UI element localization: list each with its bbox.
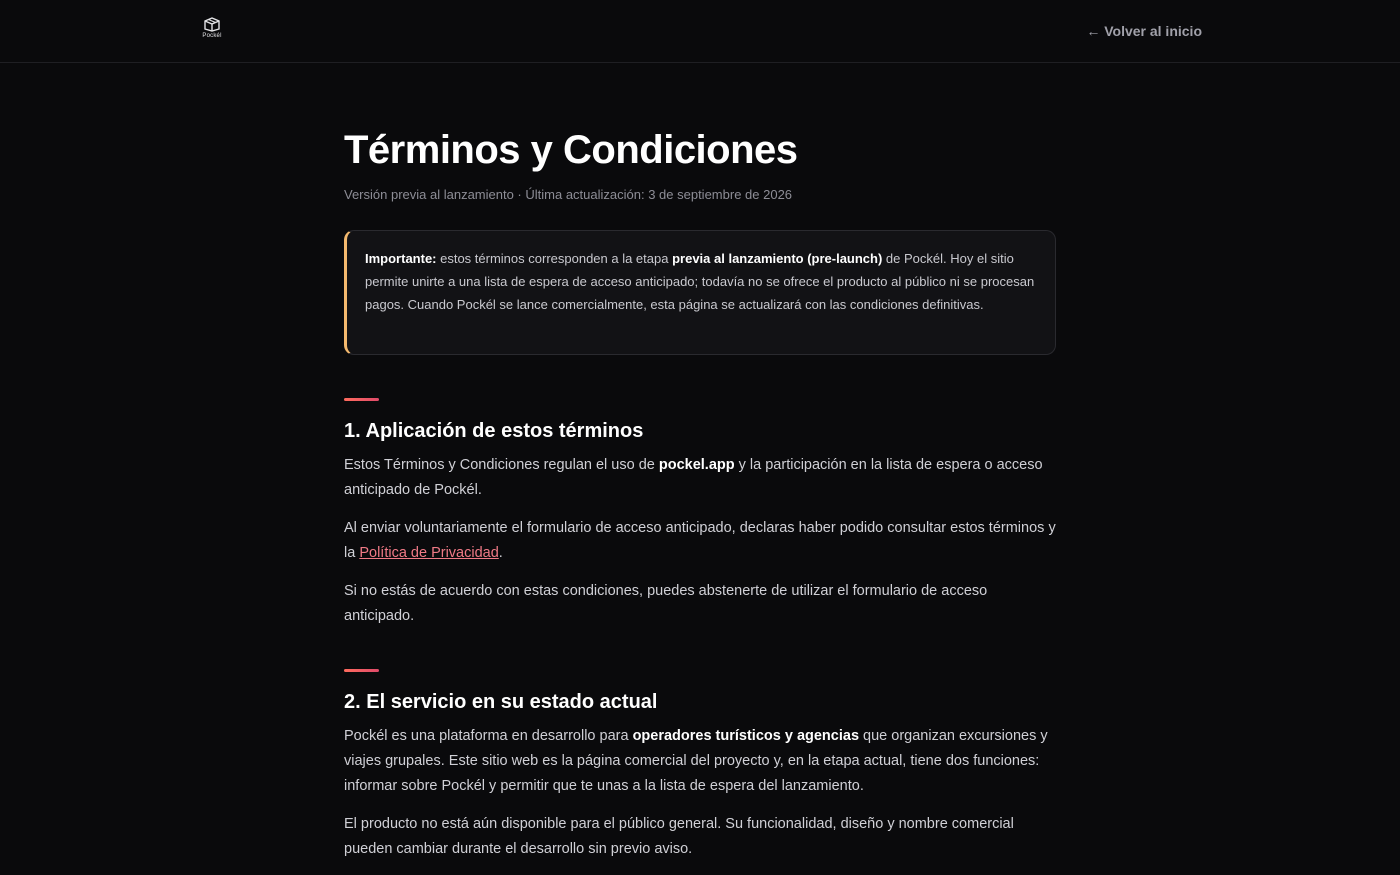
paragraph-bold: pockel.app bbox=[658, 457, 735, 473]
notice-bold-1: previa al lanzamiento (pre-launch) bbox=[672, 251, 883, 266]
paragraph-bold: operadores turísticos y agencias bbox=[632, 728, 860, 744]
section-accent-bar bbox=[344, 669, 379, 672]
back-to-home-link[interactable]: ← Volver al inicio bbox=[1086, 23, 1202, 39]
box-logo-icon bbox=[203, 16, 221, 32]
privacy-policy-link[interactable]: Política de Privacidad bbox=[359, 545, 499, 561]
section-paragraph: El producto no está aún disponible para el público general. Su funcionalidad, diseño y nombre comercial pueden cambiar durante el desarrollo sin previo aviso. bbox=[344, 816, 1014, 857]
top-bar bbox=[0, 0, 1400, 63]
paragraph-text: . bbox=[498, 545, 503, 561]
section-1 bbox=[344, 398, 1056, 629]
paragraph-text: Pockél es una plataforma en desarrollo para bbox=[344, 728, 633, 744]
page-meta: Versión previa al lanzamiento · Última actualización: 3 de septiembre de 2026 bbox=[344, 187, 793, 202]
section-paragraph bbox=[344, 724, 1056, 799]
notice-lead: Importante: bbox=[365, 251, 437, 266]
paragraph-text: Al enviar voluntariamente el formulario de acceso anticipado, declaras haber podido consultar estos términos y la bbox=[344, 520, 1056, 561]
important-notice bbox=[344, 230, 1056, 355]
section-paragraph: Si no estás de acuerdo con estas condiciones, puedes abstenerte de utilizar el formulario de acceso anticipado. bbox=[344, 583, 988, 624]
section-paragraph bbox=[344, 516, 1056, 566]
terms-content bbox=[344, 100, 1056, 862]
notice-text-2: de Pockél. Hoy el sitio permite unirte a una lista de espera de acceso anticipado; todavía no se ofrece el producto al público ni se procesan pagos. Cuando Pockél se lance comercialmente, esta página se actualizará con las condiciones definitivas. bbox=[365, 251, 1035, 312]
section-title: 1. Aplicación de estos términos bbox=[344, 420, 644, 442]
section-2 bbox=[344, 669, 1056, 862]
page-title: Términos y Condiciones bbox=[344, 128, 798, 172]
section-title: 2. El servicio en su estado actual bbox=[344, 691, 658, 713]
paragraph-text: que organizan excursiones y viajes grupales. Este sitio web es la página comercial del proyecto y, en la etapa actual, tiene dos funciones: informar sobre Pockél y permitir que te unas a la lista de espera del lanzamiento. bbox=[344, 728, 1048, 794]
section-accent-bar bbox=[344, 398, 379, 401]
paragraph-text: y la participación en la lista de espera o acceso anticipado de Pockél. bbox=[344, 457, 1043, 498]
paragraph-text: Estos Términos y Condiciones regulan el uso de bbox=[344, 457, 659, 473]
section-paragraph bbox=[344, 453, 1056, 503]
home-logo-link[interactable] bbox=[198, 16, 226, 44]
logo-text: Pockél bbox=[202, 33, 222, 39]
notice-text-1: estos términos corresponden a la etapa bbox=[436, 251, 673, 266]
